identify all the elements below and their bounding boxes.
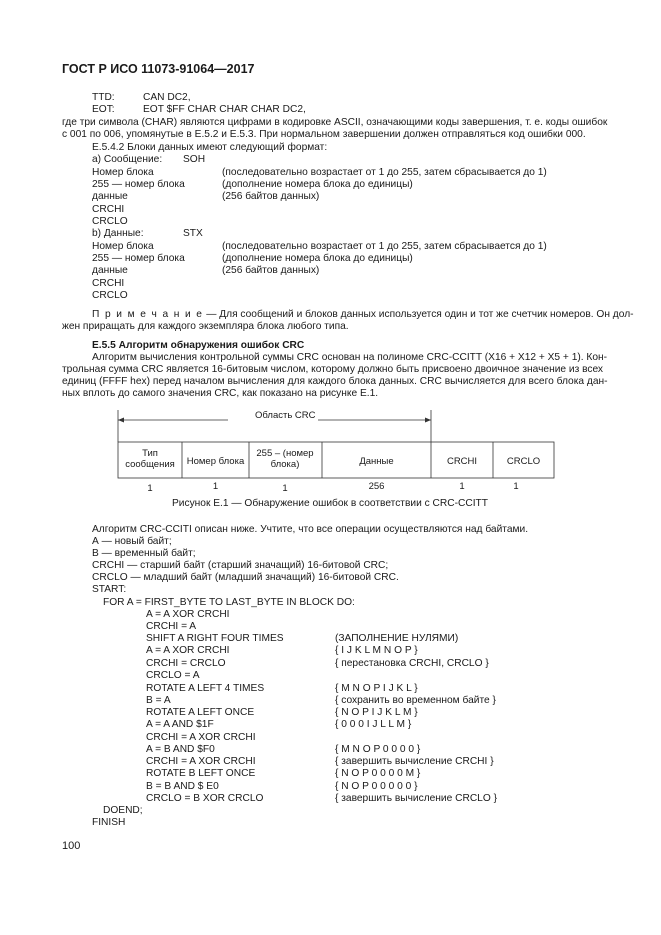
code-op: ROTATE A LEFT 4 TIMES: [146, 683, 265, 694]
algo-line: FOR A = FIRST_BYTE TO LAST_BYTE IN BLOCK DO:: [103, 597, 355, 608]
msg-b-label: b) Данные:: [92, 228, 144, 239]
code-op: SHIFT A RIGHT FOUR TIMES: [146, 633, 284, 644]
code-op: CRCHI = CRCLO: [146, 658, 226, 669]
msg-b-code: STX: [183, 228, 203, 239]
code-comment: (ЗАПОЛНЕНИЕ НУЛЯМИ): [335, 633, 459, 644]
fmt-b-desc: (256 байтов данных): [222, 265, 320, 276]
code-comment: { M N O P I J K L }: [335, 683, 418, 694]
code-op: CRCHI = A XOR CRCHI: [146, 756, 256, 767]
fmt-a-field: CRCLO: [92, 216, 128, 227]
code-op: A = A XOR CRCHI: [146, 645, 230, 656]
fmt-a-desc: (дополнение номера блока до единицы): [222, 179, 413, 190]
paragraph-line: с 001 по 006, упомянутые в Е.5.2 и Е.5.3. При нормальном завершении должен отправляться код ошибки 000.: [62, 129, 586, 140]
fmt-a-field: CRCHI: [92, 204, 125, 215]
note-text: — Для сообщений и блоков данных используется один и тот же счетчик номеров. Он дол-: [203, 309, 634, 320]
code-comment: { M N O P 0 0 0 0 }: [335, 744, 421, 755]
code-comment: { N O P 0 0 0 0 M }: [335, 768, 421, 779]
paragraph-line: где три символа (CHAR) являются цифрами в кодировке ASCII, означающими коды завершения, т. е. коды ошибок: [62, 117, 608, 128]
size-label: 256: [368, 481, 385, 492]
msg-a-code: SOH: [183, 154, 206, 165]
size-label: 1: [147, 483, 153, 494]
algo-line: А — новый байт;: [92, 536, 172, 547]
code-comment: { завершить вычисление CRCHI }: [335, 756, 494, 767]
fmt-b-desc: (последовательно возрастает от 1 до 255, затем сбрасывается до 1): [222, 241, 547, 252]
algo-line: В — временный байт;: [92, 548, 196, 559]
fmt-b-field: CRCHI: [92, 278, 125, 289]
msg-a-label: а) Сообщение:: [92, 154, 163, 165]
code-op: A = A XOR CRCHI: [146, 609, 230, 620]
fmt-b-field: 255 — номер блока: [92, 253, 185, 264]
code-comment: { N O P 0 0 0 0 0 }: [335, 781, 418, 792]
algo-line: CRCLO — младший байт (младший значащий) 16-битовой CRC.: [92, 572, 399, 583]
cell-block-complement: 255 – (номер блока): [256, 448, 314, 470]
fmt-a-field: данные: [92, 191, 128, 202]
code-op: A = A AND $1F: [146, 719, 214, 730]
fmt-a-desc: (последовательно возрастает от 1 до 255, затем сбрасывается до 1): [222, 167, 547, 178]
fmt-b-field: данные: [92, 265, 128, 276]
cell-crclo: CRCLO: [506, 456, 541, 467]
arrow-left-icon: [118, 418, 124, 423]
code-op: ROTATE A LEFT ONCE: [146, 707, 255, 718]
size-label: 1: [459, 481, 465, 492]
arrow-right-icon: [425, 418, 431, 423]
section-e542: Е.5.4.2 Блоки данных имеют следующий формат:: [92, 142, 328, 153]
fmt-b-desc: (дополнение номера блока до единицы): [222, 253, 413, 264]
code-op: B = B AND $ E0: [146, 781, 219, 792]
cell-msg-type: Тип сообщения: [125, 448, 175, 470]
paragraph-line: единиц (FFFF hex) перед началом вычисления для каждого блока данных. CRC вычисляется для всего блока дан-: [62, 376, 608, 387]
def-eot-key: EOT:: [92, 104, 115, 115]
paragraph-line: трольная сумма CRC является 16-битовым числом, которому должно быть присвоено двоичное значение из всех: [62, 364, 604, 375]
algo-line: START:: [92, 584, 127, 595]
paragraph-line: Алгоритм вычисления контрольной суммы CRC основан на полиноме CRC-CCITT (X16 + X12 + X5 + 1). Кон-: [92, 352, 608, 363]
section-e555-heading: Е.5.5 Алгоритм обнаружения ошибок CRC: [92, 340, 305, 351]
cell-block-number: Номер блока: [186, 456, 245, 467]
page-number: 100: [62, 840, 81, 852]
def-ttd-key: TTD:: [92, 92, 115, 103]
code-comment: { сохранить во временном байте }: [335, 695, 496, 706]
note-line: [92, 309, 634, 322]
code-comment: { N O P I J K L M }: [335, 707, 418, 718]
code-op: ROTATE B LEFT ONCE: [146, 768, 256, 779]
algo-line: CRCHI — старший байт (старший значащий) 16-битовой CRC;: [92, 560, 389, 571]
note-label: П р и м е ч а н и е: [92, 309, 204, 320]
crc-area-label: Область CRC: [255, 410, 316, 421]
code-op: CRCHI = A: [146, 621, 197, 632]
code-op: CRCHI = A XOR CRCHI: [146, 732, 256, 743]
figure-caption: Рисунок Е.1 — Обнаружение ошибок в соответствии с CRC-CCITT: [172, 498, 488, 509]
code-comment: { завершить вычисление CRCLO }: [335, 793, 498, 804]
size-label: 1: [513, 481, 519, 492]
fmt-b-field: Номер блока: [92, 241, 154, 252]
code-op: A = B AND $F0: [146, 744, 215, 755]
algo-line: Алгоритм CRC-CCITI описан ниже. Учтите, что все операции осуществляются над байтами.: [92, 524, 529, 535]
code-comment: { перестановка CRCHI, CRCLO }: [335, 658, 489, 669]
def-ttd-value: CAN DC2,: [143, 92, 191, 103]
def-eot-value: EOT $FF CHAR CHAR CHAR DC2,: [143, 104, 306, 115]
code-op: B = A: [146, 695, 171, 706]
fmt-a-desc: (256 байтов данных): [222, 191, 320, 202]
code-doend: DOEND;: [103, 805, 143, 816]
note-line-2: жен приращать для каждого экземпляра блока любого типа.: [62, 321, 349, 332]
fmt-a-field: 255 — номер блока: [92, 179, 185, 190]
paragraph-line: ных вплоть до самого значения CRC, как показано на рисунке Е.1.: [62, 388, 379, 399]
fmt-a-field: Номер блока: [92, 167, 154, 178]
size-label: 1: [282, 483, 288, 494]
code-op: CRCLO = A: [146, 670, 200, 681]
cell-crchi: CRCHI: [446, 456, 478, 467]
code-comment: { I J K L M N O P }: [335, 645, 418, 656]
code-comment: { 0 0 0 I J L L M }: [335, 719, 412, 730]
code-finish: FINISH: [92, 817, 126, 828]
document-header: ГОСТ Р ИСО 11073-91064—2017: [62, 62, 255, 76]
cell-data: Данные: [359, 456, 394, 467]
size-label: 1: [212, 481, 219, 492]
code-op: CRCLO = B XOR CRCLO: [146, 793, 264, 804]
fmt-b-field: CRCLO: [92, 290, 128, 301]
